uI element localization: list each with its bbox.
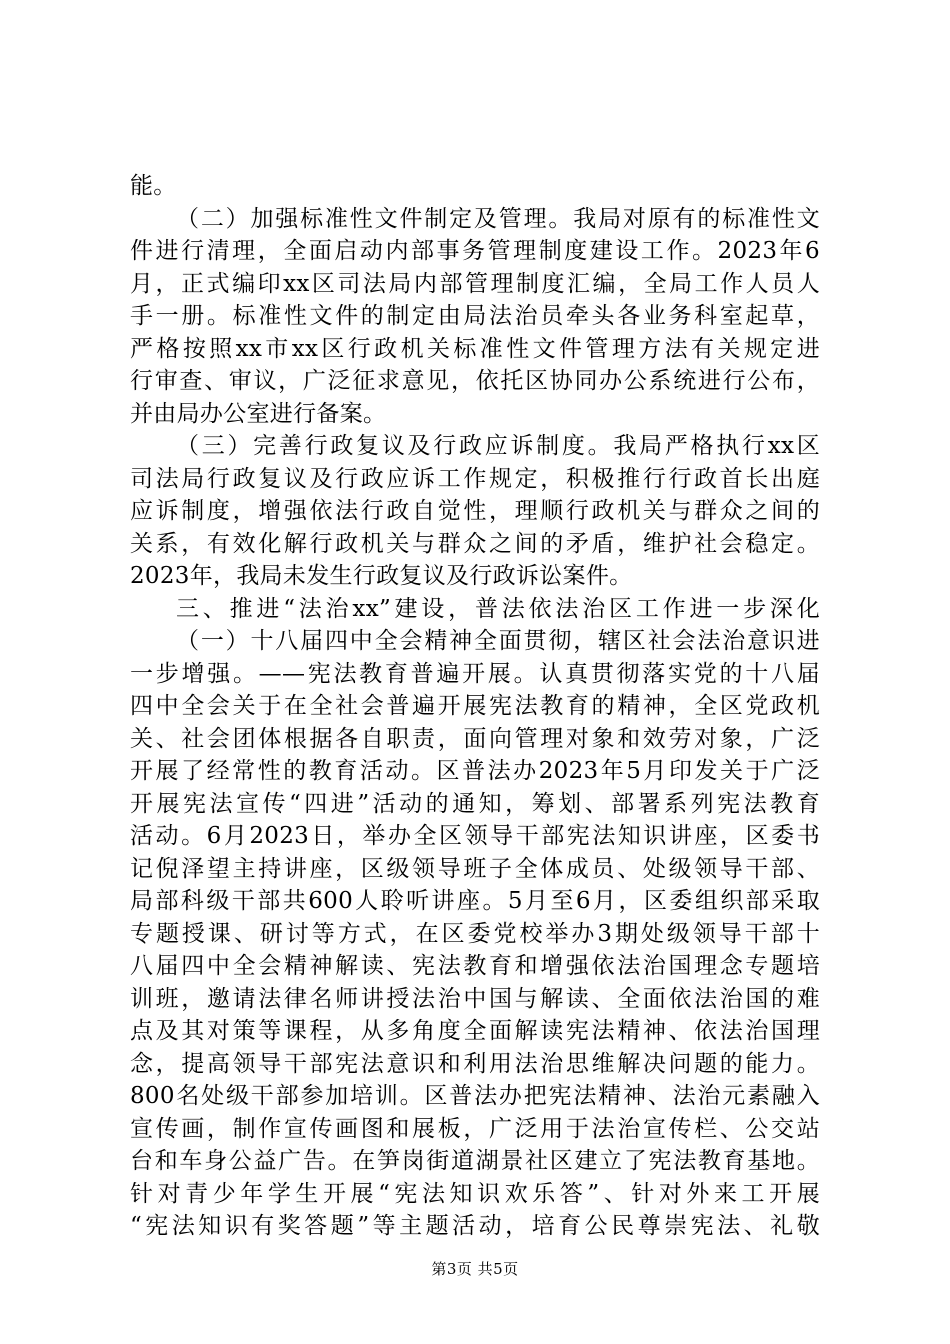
text-line: 针对青少年学生开展“宪法知识欢乐答”、针对外来工开展 (130, 1180, 820, 1207)
text-line: 月，正式编印xx区司法局内部管理制度汇编，全局工作人员人 (130, 270, 820, 297)
text-line: 司法局行政复议及行政应诉工作规定，积极推行行政首长出庭 (130, 465, 820, 492)
text-line: 关系，有效化解行政机关与群众之间的矛盾，维护社会稳定。 (130, 530, 820, 557)
text-line: 并由局办公室进行备案。 (130, 400, 387, 427)
page-footer: 第3页 共5页 (431, 1260, 519, 1278)
text-line: 三、推进“法治xx”建设，普法依法治区工作进一步深化 (176, 595, 820, 622)
text-line: 一步增强。——宪法教育普遍开展。认真贯彻落实党的十八届 (130, 660, 820, 687)
text-line: （二）加强标准性文件制定及管理。我局对原有的标准性文 (176, 205, 820, 232)
text-line: 件进行清理，全面启动内部事务管理制度建设工作。2023年6 (130, 238, 820, 264)
text-line: 四中全会关于在全社会普遍开展宪法教育的精神，全区党政机 (130, 693, 820, 719)
text-line: 手一册。标准性文件的制定由局法治员牵头各业务科室起草， (130, 303, 820, 329)
text-line: 关、社会团体根据各自职责，面向管理对象和效劳对象，广泛 (130, 725, 820, 752)
text-line: 宣传画，制作宣传画图和展板，广泛用于法治宣传栏、公交站 (130, 1115, 820, 1142)
text-line: 活动。6月2023日，举办全区领导干部宪法知识讲座，区委书 (130, 823, 820, 849)
text-line: （三）完善行政复议及行政应诉制度。我局严格执行xx区 (176, 433, 820, 459)
document-body (130, 170, 820, 1243)
text-line: 台和车身公益广告。在笋岗街道湖景社区建立了宪法教育基地。 (130, 1148, 820, 1174)
text-line: （一）十八届四中全会精神全面贯彻，辖区社会法治意识进 (176, 628, 820, 654)
text-line: 局部科级干部共600人聆听讲座。5月至6月，区委组织部采取 (130, 888, 820, 914)
text-line: 800名处级干部参加培训。区普法办把宪法精神、法治元素融入 (130, 1083, 820, 1109)
text-line: 念，提高领导干部宪法意识和利用法治思维解决问题的能力。 (130, 1050, 820, 1077)
text-line: 应诉制度，增强依法行政自觉性，理顺行政机关与群众之间的 (130, 498, 820, 524)
text-line: 开展宪法宣传“四进”活动的通知，筹划、部署系列宪法教育 (130, 790, 820, 817)
text-line: 点及其对策等课程，从多角度全面解读宪法精神、依法治国理 (130, 1018, 820, 1044)
text-line: 记倪泽望主持讲座，区级领导班子全体成员、处级领导干部、 (130, 855, 820, 882)
text-line: 训班，邀请法律名师讲授法治中国与解读、全面依法治国的难 (130, 985, 820, 1012)
text-line: 八届四中全会精神解读、宪法教育和增强依法治国理念专题培 (130, 953, 820, 979)
text-line: 开展了经常性的教育活动。区普法办2023年5月印发关于广泛 (130, 758, 820, 784)
text-line: “宪法知识有奖答题”等主题活动，培育公民尊崇宪法、礼敬 (130, 1213, 820, 1239)
text-line: 2023年，我局未发生行政复议及行政诉讼案件。 (130, 563, 633, 589)
text-line: 行审查、审议，广泛征求意见，依托区协同办公系统进行公布， (130, 368, 820, 394)
text-line: 严格按照xx市xx区行政机关标准性文件管理方法有关规定进 (130, 335, 820, 362)
text-line: 专题授课、研讨等方式，在区委党校举办3期处级领导干部十 (130, 920, 820, 947)
text-line: 能。 (130, 173, 177, 199)
